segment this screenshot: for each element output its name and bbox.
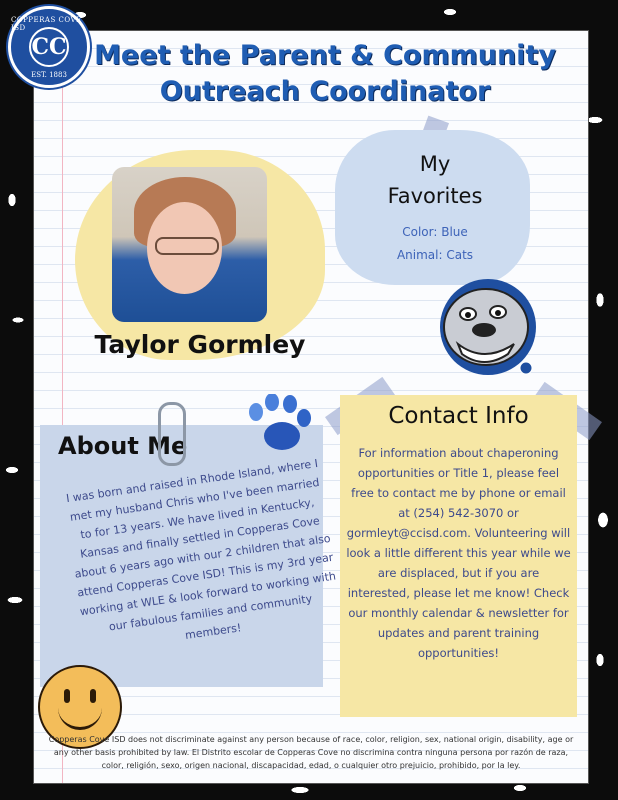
favorites-title-line-2: Favorites [387,184,483,208]
logo-top-text: COPPERAS COVE ISD [11,16,82,32]
logo-bottom-text: EST. 1883 [31,71,67,79]
title-line-1: Meet the Parent & Community [94,40,556,71]
profile-photo [112,167,267,322]
bulldog-mascot-icon [428,272,543,387]
logo-monogram: CC [29,27,69,67]
smiley-left-eye [64,689,70,703]
about-title: About Me [58,432,188,460]
paw-print-icon [244,394,314,454]
contact-title: Contact Info [388,403,529,429]
coordinator-name: Taylor Gormley [94,330,306,359]
about-body: I was born and raised in Rhode Island, where I met my husband Chris who I've been married to for 13 years. We have lived in Kentucky, Kansas and finally settled in Copperas Cove about 6 years ago with our 2 children that also attend Copperas Cove ISD! This is my 3rd year working at WLE & look forward to working with our fabulous families and community members! [65,456,337,642]
title-line-2: Outreach Coordinator [159,76,491,107]
favorite-animal: Animal: Cats [396,248,474,262]
favorite-color: Color: Blue [402,225,468,239]
photo-glasses [155,237,219,255]
contact-body: For information about chaperoning opportunities or Title 1, please feel free to contact me by phone or email at (254) 542-3070 or gormleyt@ccisd.com. Volunteering will look a little different this year while we are displaced, but if you are interested, please let me know! Check our monthly calendar & newsletter for updates and parent training opportunities! [346,446,571,660]
favorites-title-line-1: My [419,152,451,176]
smiley-mouth [58,705,102,730]
page-title [90,38,560,110]
favorites-title [350,148,520,212]
paperclip-icon [158,402,186,466]
smiley-right-eye [90,689,96,703]
nondiscrimination-footer: Copperas Cove ISD does not discriminate against any person because of race, color, religion, sex, national origin, disability, age or any other basis prohibited by law. El Distrito escolar de Copperas Cove no discrimina contra ninguna persona por razón de raza, color, religión, sexo, origen nacional, discapacidad, edad, o cualquier otro prejuicio, prohibido, por la ley. [48,735,574,770]
district-logo [8,6,90,88]
